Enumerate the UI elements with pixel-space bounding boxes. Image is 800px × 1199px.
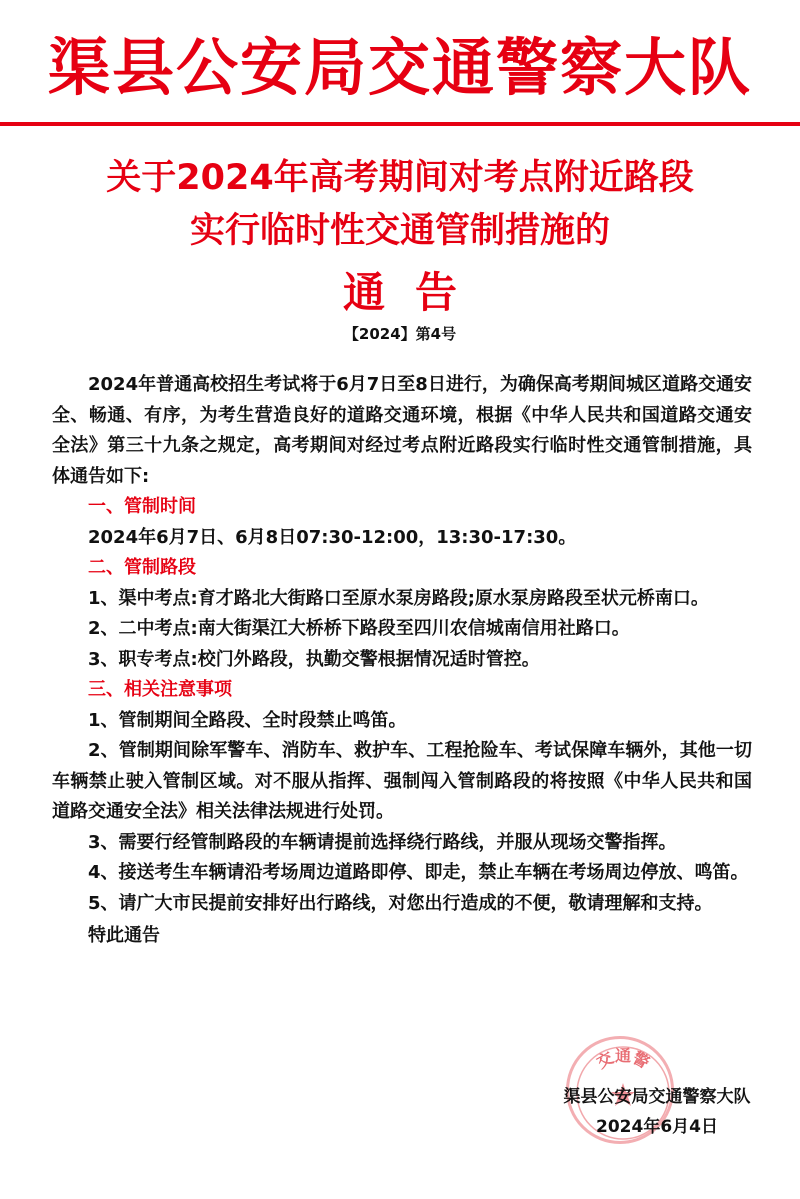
note-item: 4、接送考生车辆请沿考场周边道路即停、即走，禁止车辆在考场周边停放、鸣笛。 xyxy=(88,862,749,883)
document-number: 【2024】第4号 xyxy=(343,325,457,343)
note-item: 3、需要行经管制路段的车辆请提前选择绕行路线，并服从现场交警指挥。 xyxy=(88,831,677,853)
notice-body xyxy=(52,370,752,952)
intro-paragraph: 2024年普通高校招生考试将于6月7日至8日进行，为确保高考期间城区道路交通安全、畅通、有序，为考生营造良好的道路交通环境，根据《中华人民共和国道路交通安全法》第三十九条之规定，高考期间对经过考点附近路段实行临时性交通管制措施，具体通告如下: xyxy=(52,374,752,487)
note-item: 5、请广大市民提前安排好出行路线，对您出行造成的不便，敬请理解和支持。 xyxy=(88,892,713,914)
header-divider xyxy=(0,122,800,126)
title-line-1: 关于2024年高考期间对考点附近路段 xyxy=(106,158,694,198)
issue-date: 2024年6月4日 xyxy=(596,1117,718,1137)
title-line-2: 实行临时性交通管制措施的 xyxy=(189,211,610,251)
road-item: 3、职专考点:校门外路段，执勤交警根据情况适时管控。 xyxy=(88,648,540,670)
seal-text: 交通警 xyxy=(593,1046,653,1073)
section-heading-notes: 三、相关注意事项 xyxy=(88,679,232,700)
closing-line: 特此通告 xyxy=(88,925,160,946)
road-item: 1、渠中考点:育才路北大街路口至原水泵房路段;原水泵房路段至状元桥南口。 xyxy=(88,587,709,609)
signature-block xyxy=(532,1082,782,1142)
section-time-text: 2024年6月7日、6月8日07:30-12:00，13:30-17:30。 xyxy=(88,526,577,548)
note-item: 1、管制期间全路段、全时段禁止鸣笛。 xyxy=(88,709,407,731)
svg-text:交通警 xyxy=(593,1046,652,1072)
notice-title-block xyxy=(0,152,800,326)
section-heading-time: 一、管制时间 xyxy=(88,496,196,517)
note-item: 2、管制期间除军警车、消防车、救护车、工程抢险车、考试保障车辆外，其他一切车辆禁止驶入管制区域。对不服从指挥、强制闯入管制路段的将按照《中华人民共和国道路交通安全法》相关法律法规进行处罚。 xyxy=(52,740,752,822)
agency-title: 渠县公安局交通警察大队 xyxy=(47,31,752,104)
issuer-name: 渠县公安局交通警察大队 xyxy=(563,1087,751,1107)
title-notice-word: 通告 xyxy=(342,268,487,317)
road-item: 2、二中考点:南大街渠江大桥桥下路段至四川农信城南信用社路口。 xyxy=(88,618,630,639)
section-heading-roads: 二、管制路段 xyxy=(88,557,196,578)
